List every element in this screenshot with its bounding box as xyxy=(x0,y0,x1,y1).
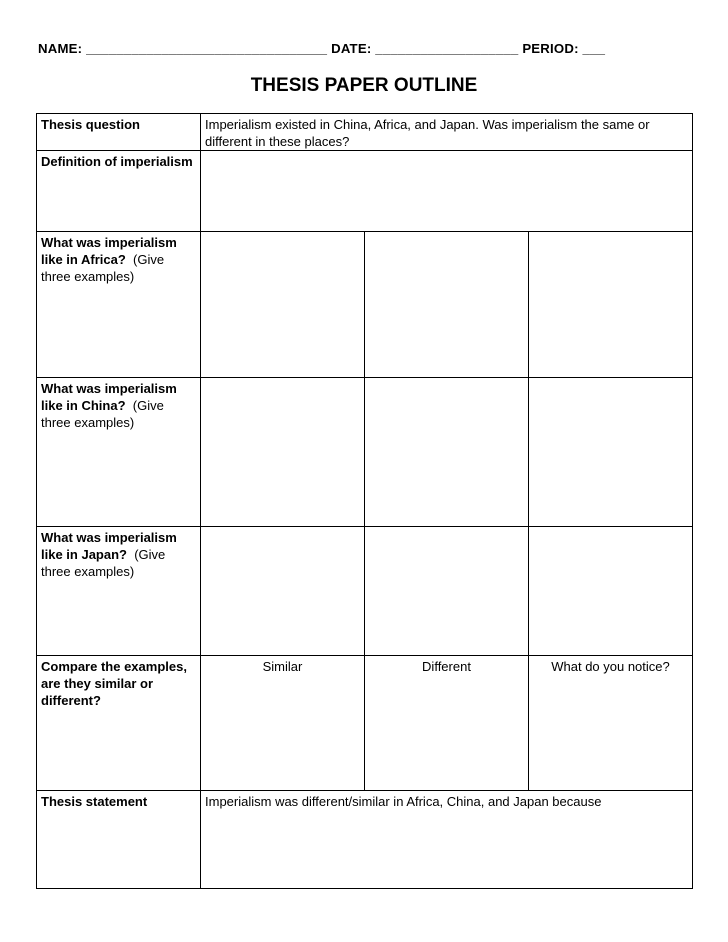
japan-example-1-cell[interactable] xyxy=(201,527,365,656)
definition-label: Definition of imperialism xyxy=(37,151,201,232)
china-label xyxy=(37,378,201,527)
date-blank[interactable]: ___________________ xyxy=(375,41,519,56)
compare-similar-cell[interactable] xyxy=(201,656,365,791)
china-example-1-cell[interactable] xyxy=(201,378,365,527)
thesis-question-row xyxy=(37,114,693,151)
africa-label xyxy=(37,232,201,378)
japan-label-question: What was imperialism like in Japan? xyxy=(41,530,177,562)
china-row xyxy=(37,378,693,527)
outline-table xyxy=(36,113,693,889)
japan-example-2-cell[interactable] xyxy=(365,527,529,656)
africa-example-3-cell[interactable] xyxy=(529,232,693,378)
compare-notice-cell[interactable] xyxy=(529,656,693,791)
compare-different-heading: Different xyxy=(422,659,471,674)
compare-row xyxy=(37,656,693,791)
africa-label-question: What was imperialism like in Africa? xyxy=(41,235,177,267)
thesis-statement-cell[interactable] xyxy=(201,791,693,889)
page-title xyxy=(0,75,728,97)
thesis-statement-row xyxy=(37,791,693,889)
compare-notice-heading: What do you notice? xyxy=(551,659,670,674)
date-label: DATE: xyxy=(331,41,372,56)
student-info-line xyxy=(38,41,605,56)
africa-example-1-cell[interactable] xyxy=(201,232,365,378)
compare-different-cell[interactable] xyxy=(365,656,529,791)
africa-row xyxy=(37,232,693,378)
period-blank[interactable]: ___ xyxy=(582,41,606,56)
thesis-question-label: Thesis question xyxy=(37,114,201,151)
page-title-text: THESIS PAPER OUTLINE xyxy=(250,75,478,96)
thesis-question-text: Imperialism existed in China, Africa, and Japan. Was imperialism the same or different in these places? xyxy=(201,114,693,151)
china-label-question: What was imperialism like in China? xyxy=(41,381,177,413)
compare-similar-heading: Similar xyxy=(262,659,303,674)
definition-row xyxy=(37,151,693,232)
japan-example-3-cell[interactable] xyxy=(529,527,693,656)
thesis-statement-label: Thesis statement xyxy=(37,791,201,889)
thesis-statement-text: Imperialism was different/similar in Africa, China, and Japan because xyxy=(205,794,602,809)
compare-label: Compare the examples, are they similar or different? xyxy=(37,656,201,791)
japan-row xyxy=(37,527,693,656)
china-example-3-cell[interactable] xyxy=(529,378,693,527)
name-label: NAME: xyxy=(38,41,83,56)
china-label-hint: (Give three examples) xyxy=(41,398,164,430)
japan-label xyxy=(37,527,201,656)
africa-label-hint: (Give three examples) xyxy=(41,252,165,284)
definition-answer-cell[interactable] xyxy=(201,151,693,232)
china-example-2-cell[interactable] xyxy=(365,378,529,527)
name-blank[interactable]: ________________________________ xyxy=(86,41,328,56)
africa-example-2-cell[interactable] xyxy=(365,232,529,378)
japan-label-hint: (Give three examples) xyxy=(41,547,166,579)
period-label: PERIOD: xyxy=(522,41,579,56)
